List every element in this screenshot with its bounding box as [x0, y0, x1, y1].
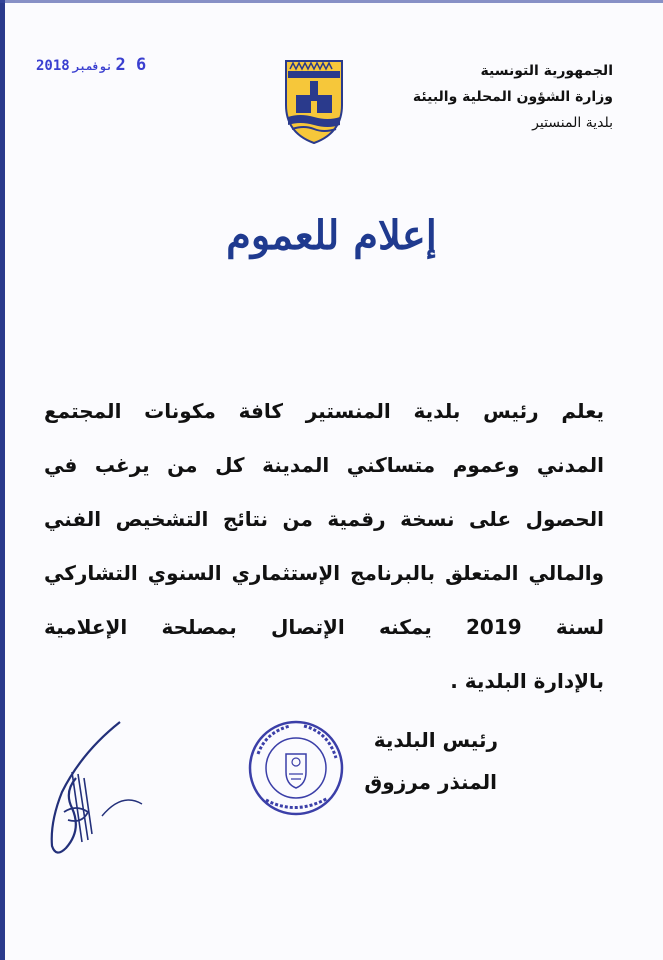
body-line-3: الحصول على نسخة رقمية من نتائج التشخيص الفني: [44, 507, 604, 531]
stamp-year: 2018: [36, 58, 70, 74]
header-municipality: بلدية المنستير: [532, 115, 613, 131]
page-title: إعلام للعموم: [226, 212, 437, 259]
date-stamp: [36, 55, 147, 77]
body-line-6: بالإدارة البلدية .: [450, 669, 604, 693]
signatory-title: رئيس البلدية: [373, 728, 498, 752]
body-line-5: لسنة 2019 يمكنه الإتصال بمصلحة الإعلامية: [44, 615, 605, 639]
header-country: الجمهورية التونسية: [480, 63, 613, 79]
body-line-1: يعلم رئيس بلدية المنستير كافة مكونات المجتمع: [44, 399, 604, 423]
signatory-name: المنذر مرزوق: [364, 770, 497, 794]
body-line-2: المدني وعموم متساكني المدينة كل من يرغب في: [44, 453, 604, 477]
announcement-body: [44, 384, 604, 708]
handwritten-signature-icon: [42, 712, 172, 862]
stamp-month: نوفمبر: [72, 60, 113, 73]
municipal-coat-of-arms-icon: [276, 55, 352, 145]
official-seal-icon: [246, 718, 346, 818]
header-ministry: وزارة الشؤون المحلية والبيئة: [412, 89, 613, 105]
page-top-border: [0, 0, 663, 3]
stamp-day: 2 6: [115, 55, 147, 75]
page-left-border: [0, 0, 5, 960]
issuer-header: [363, 58, 613, 136]
body-line-4: والمالي المتعلق بالبرنامج الإستثماري السنوي التشاركي: [44, 561, 604, 585]
